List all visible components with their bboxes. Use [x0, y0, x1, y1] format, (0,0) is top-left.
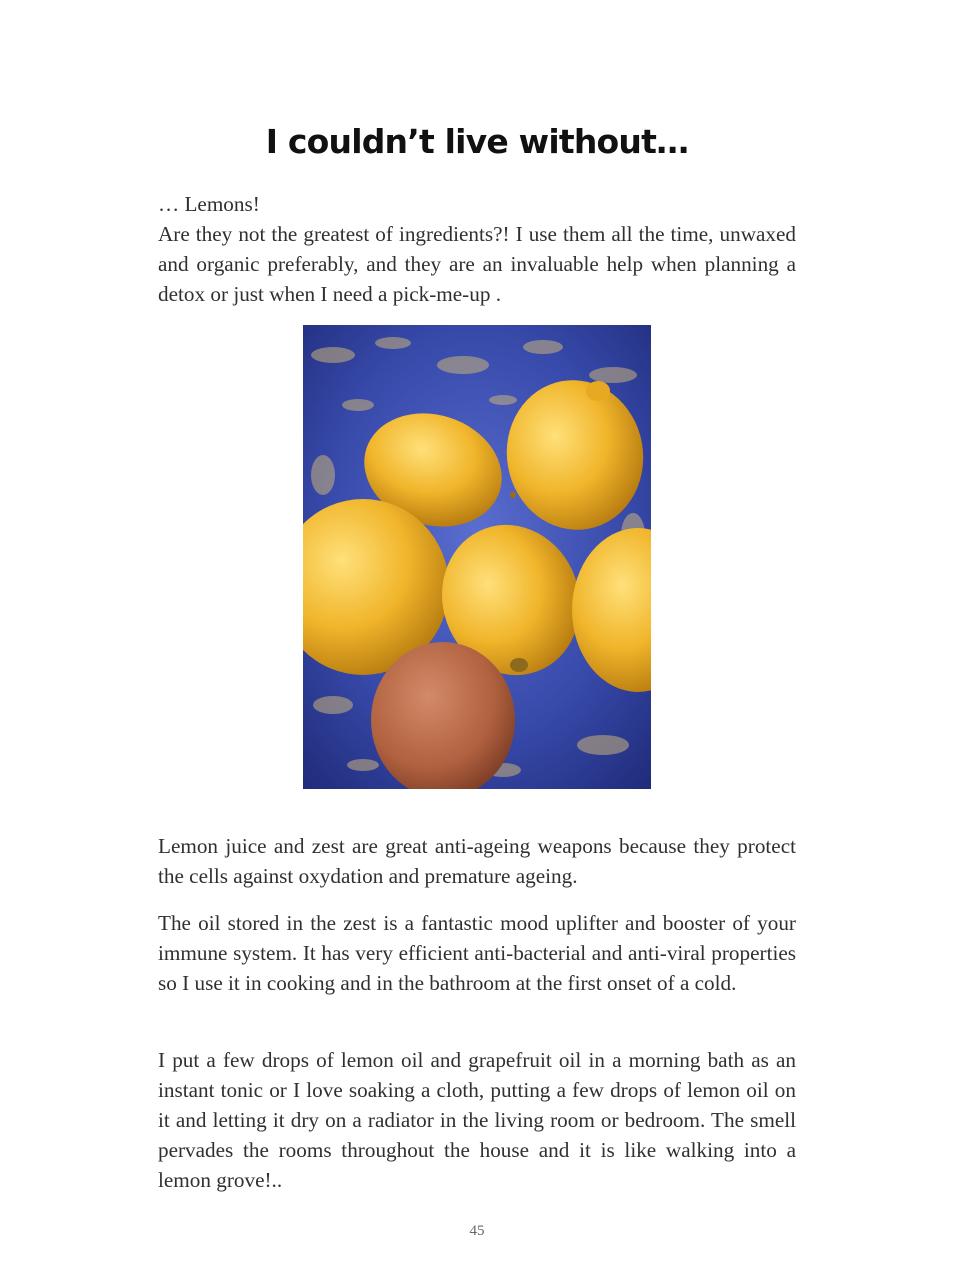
lemons-photo	[303, 325, 651, 789]
page-number: 45	[469, 1223, 485, 1239]
lead-line: … Lemons!	[158, 192, 260, 216]
paragraph-intro: Are they not the greatest of ingredients?! I use them all the time, unwaxed and organic preferably, and they are an invaluable help when planning a detox or just when I need a pick-me-up .	[158, 222, 796, 306]
paragraph-zest-oil: The oil stored in the zest is a fantastic mood uplifter and booster of your immune system. It has very efficient anti-bacterial and anti-viral properties so I use it in cooking and in the bathroom at the first onset of a cold.	[158, 911, 796, 995]
page-title: I couldn’t live without…	[265, 122, 689, 161]
paragraph-anti-ageing: Lemon juice and zest are great anti-ageing weapons because they protect the cells against oxydation and premature ageing.	[158, 834, 796, 888]
paragraph-bath: I put a few drops of lemon oil and grapefruit oil in a morning bath as an instant tonic or I love soaking a cloth, putting a few drops of lemon oil on it and letting it dry on a radiator in the living room or bedroom. The smell pervades the rooms throughout the house and it is like walking into a lemon grove!..	[158, 1048, 796, 1192]
